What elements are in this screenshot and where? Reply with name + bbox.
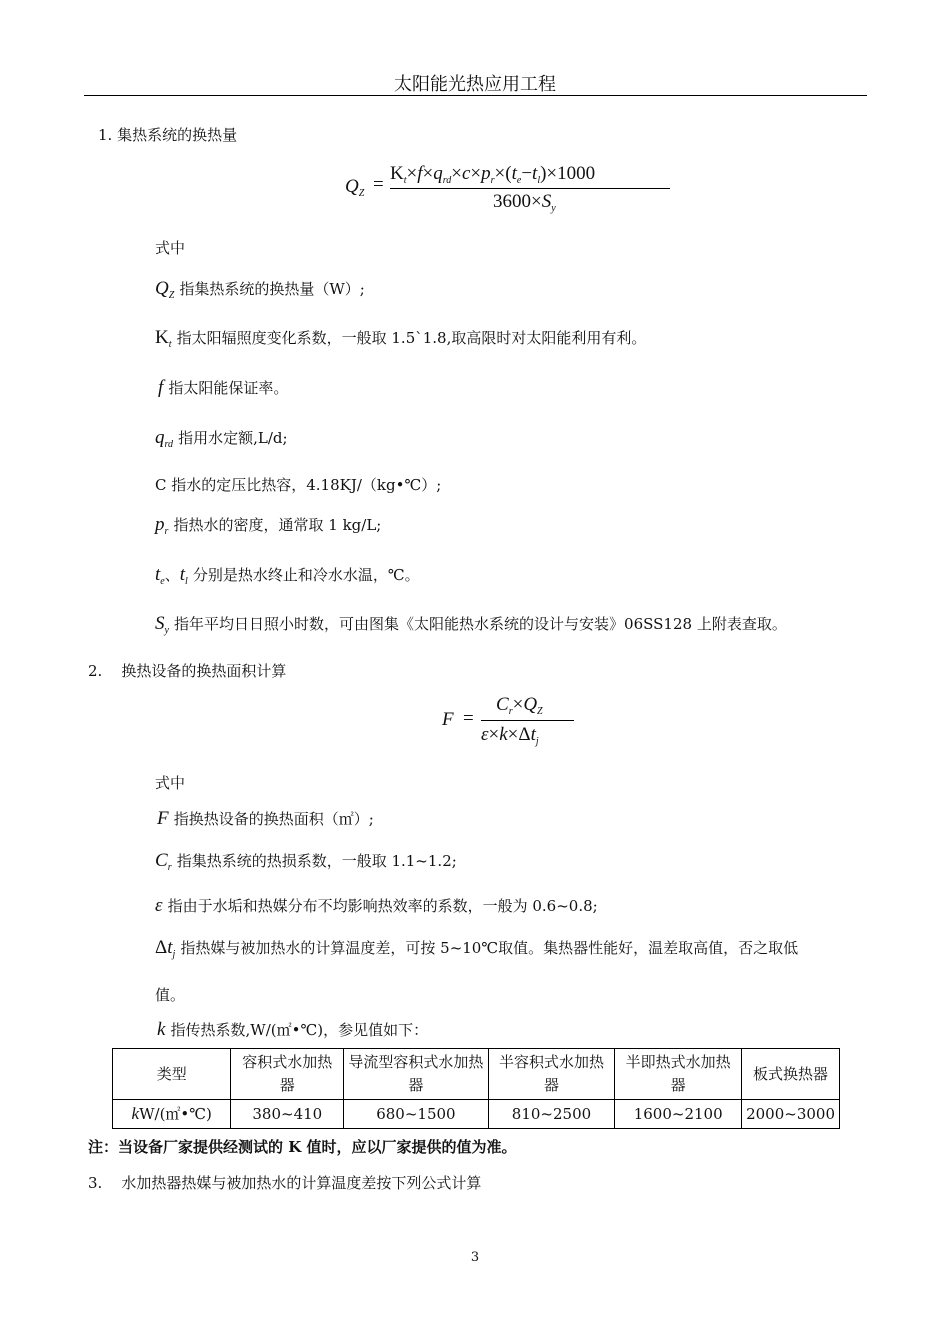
formula-lhs: $Q_Z$ [345, 176, 365, 199]
table-header-cell: 容积式水加热器 [231, 1049, 344, 1100]
def-qz: $Q_Z$ 指集热系统的换热量（W）; [155, 278, 365, 301]
def-qrd: $q_{rd}$ 指用水定额,L/d; [155, 427, 288, 450]
table-header-cell: 半容积式水加热器 [488, 1049, 615, 1100]
table-cell: 680~1500 [344, 1100, 489, 1129]
formula-f-equals: = [463, 708, 474, 729]
formula-f-lhs: F [442, 709, 454, 730]
def-delta-tj-cont: 值。 [155, 986, 186, 1004]
formula-denominator: $3600\times S_y$ [493, 191, 556, 214]
table-header-cell: 半即热式水加热器 [615, 1049, 742, 1100]
table-row [113, 1100, 840, 1129]
table-cell: 380~410 [231, 1100, 344, 1129]
table-header-row [113, 1049, 840, 1100]
note-text: 注：当设备厂家提供经测试的 K 值时，应以厂家提供的值为准。 [88, 1138, 517, 1156]
formula-f-denominator: $\varepsilon\times k\times\Delta t_j$ [481, 724, 539, 747]
table-header-cell: 类型 [113, 1049, 231, 1100]
table-header-cell: 导流型容积式水加热器 [344, 1049, 489, 1100]
where-label-2: 式中 [155, 774, 186, 792]
def-f: f 指太阳能保证率。 [158, 377, 289, 398]
section-3-title: 3. 水加热器热媒与被加热水的计算温度差按下列公式计算 [88, 1174, 482, 1192]
section-2-title: 2. 换热设备的换热面积计算 [88, 662, 287, 680]
formula-f-fraction-bar [481, 720, 574, 721]
page-header-title: 太阳能光热应用工程 [394, 74, 556, 95]
table-header-cell: 板式换热器 [742, 1049, 840, 1100]
def-delta-tj: $\Delta t_j$ 指热媒与被加热水的计算温度差，可按 5~10℃取值。集热器性能好，温差取高值，否之取低 [155, 937, 799, 960]
def-cr: $C_r$ 指集热系统的热损系数，一般取 1.1~1.2; [155, 850, 457, 873]
page-number: 3 [470, 1250, 480, 1265]
def-epsilon: ε 指由于水垢和热媒分布不均影响热效率的系数，一般为 0.6~0.8; [155, 895, 598, 916]
def-pr: $p_r$ 指热水的密度，通常取 1 kg/L; [155, 514, 382, 537]
formula-equals: = [373, 174, 384, 195]
def-kt: $K_t$ 指太阳辐照度变化系数，一般取 1.5`1.8,取高限时对太阳能利用有利。 [155, 327, 647, 350]
formula-fraction-bar [390, 188, 670, 189]
where-label-1: 式中 [155, 239, 186, 257]
header-rule [84, 95, 867, 96]
table-cell: 2000~3000 [742, 1100, 840, 1129]
def-F: F 指换热设备的换热面积（㎡）; [157, 808, 374, 829]
def-te-tl: $t_e$、$t_l$ 分别是热水终止和冷水水温，℃。 [155, 564, 420, 587]
heat-transfer-table [112, 1048, 840, 1129]
table-cell: 810~2500 [488, 1100, 615, 1129]
formula-numerator: $K_t\times f\times q_{rd}\times c\times p_r\times(t_e-t_l)\times 1000$ [390, 163, 596, 186]
table-cell: kW/(㎡•℃) [113, 1100, 231, 1129]
formula-f-numerator: $C_r\times Q_Z$ [496, 694, 543, 717]
def-c: C 指水的定压比热容，4.18KJ/（kg•℃）; [155, 476, 442, 494]
def-sy: $S_y$ 指年平均日日照小时数，可由图集《太阳能热水系统的设计与安装》06SS128 上附表查取。 [155, 613, 787, 636]
table-cell: 1600~2100 [615, 1100, 742, 1129]
section-1-title: 1. 集热系统的换热量 [98, 126, 238, 144]
def-k: k 指传热系数,W/(㎡•℃)，参见值如下： [157, 1019, 429, 1040]
